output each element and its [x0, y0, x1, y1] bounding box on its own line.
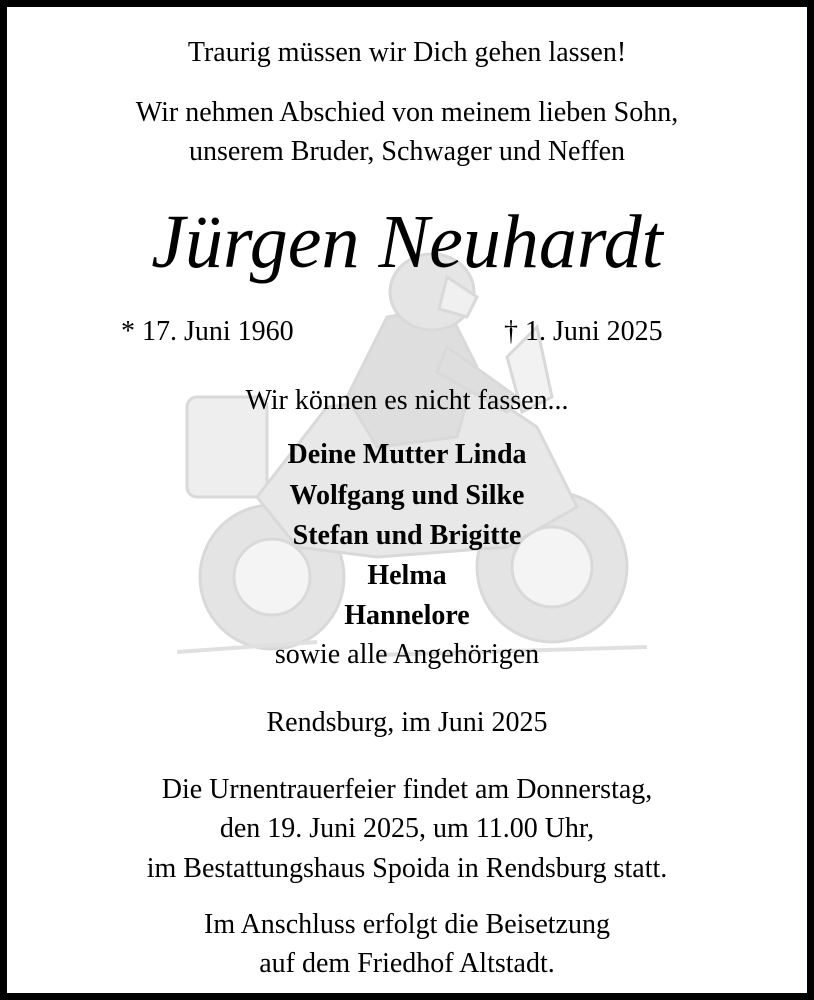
- opening-line: Traurig müssen wir Dich gehen lassen!: [187, 37, 627, 68]
- ceremony-line: Die Urnentrauerfeier findet am Donnerstag,: [161, 774, 653, 805]
- mourner-name: Hannelore: [344, 600, 470, 631]
- deceased-name: Jürgen Neuhardt: [151, 200, 663, 284]
- place-date: Rendsburg, im Juni 2025: [266, 707, 548, 738]
- relatives-line: sowie alle Angehörigen: [274, 639, 540, 670]
- mourner-name: Stefan und Brigitte: [292, 520, 522, 551]
- mourner-name: Deine Mutter Linda: [287, 439, 527, 470]
- ceremony-line: den 19. Juni 2025, um 11.00 Uhr,: [219, 813, 595, 844]
- burial-line: Im Anschluss erfolgt die Beisetzung: [204, 909, 610, 940]
- ceremony-line: im Bestattungshaus Spoida in Rendsburg statt.: [146, 853, 668, 884]
- farewell-line-2: unserem Bruder, Schwager und Neffen: [188, 136, 626, 167]
- mourner-name: Helma: [367, 560, 447, 591]
- mourner-name: Wolfgang und Silke: [289, 480, 525, 511]
- death-date: † 1. Juni 2025: [504, 316, 663, 347]
- sentiment-line: Wir können es nicht fassen...: [245, 385, 569, 416]
- birth-date: * 17. Juni 1960: [121, 316, 294, 347]
- burial-line: auf dem Friedhof Altstadt.: [259, 948, 555, 979]
- farewell-line-1: Wir nehmen Abschied von meinem lieben Sohn,: [135, 97, 679, 128]
